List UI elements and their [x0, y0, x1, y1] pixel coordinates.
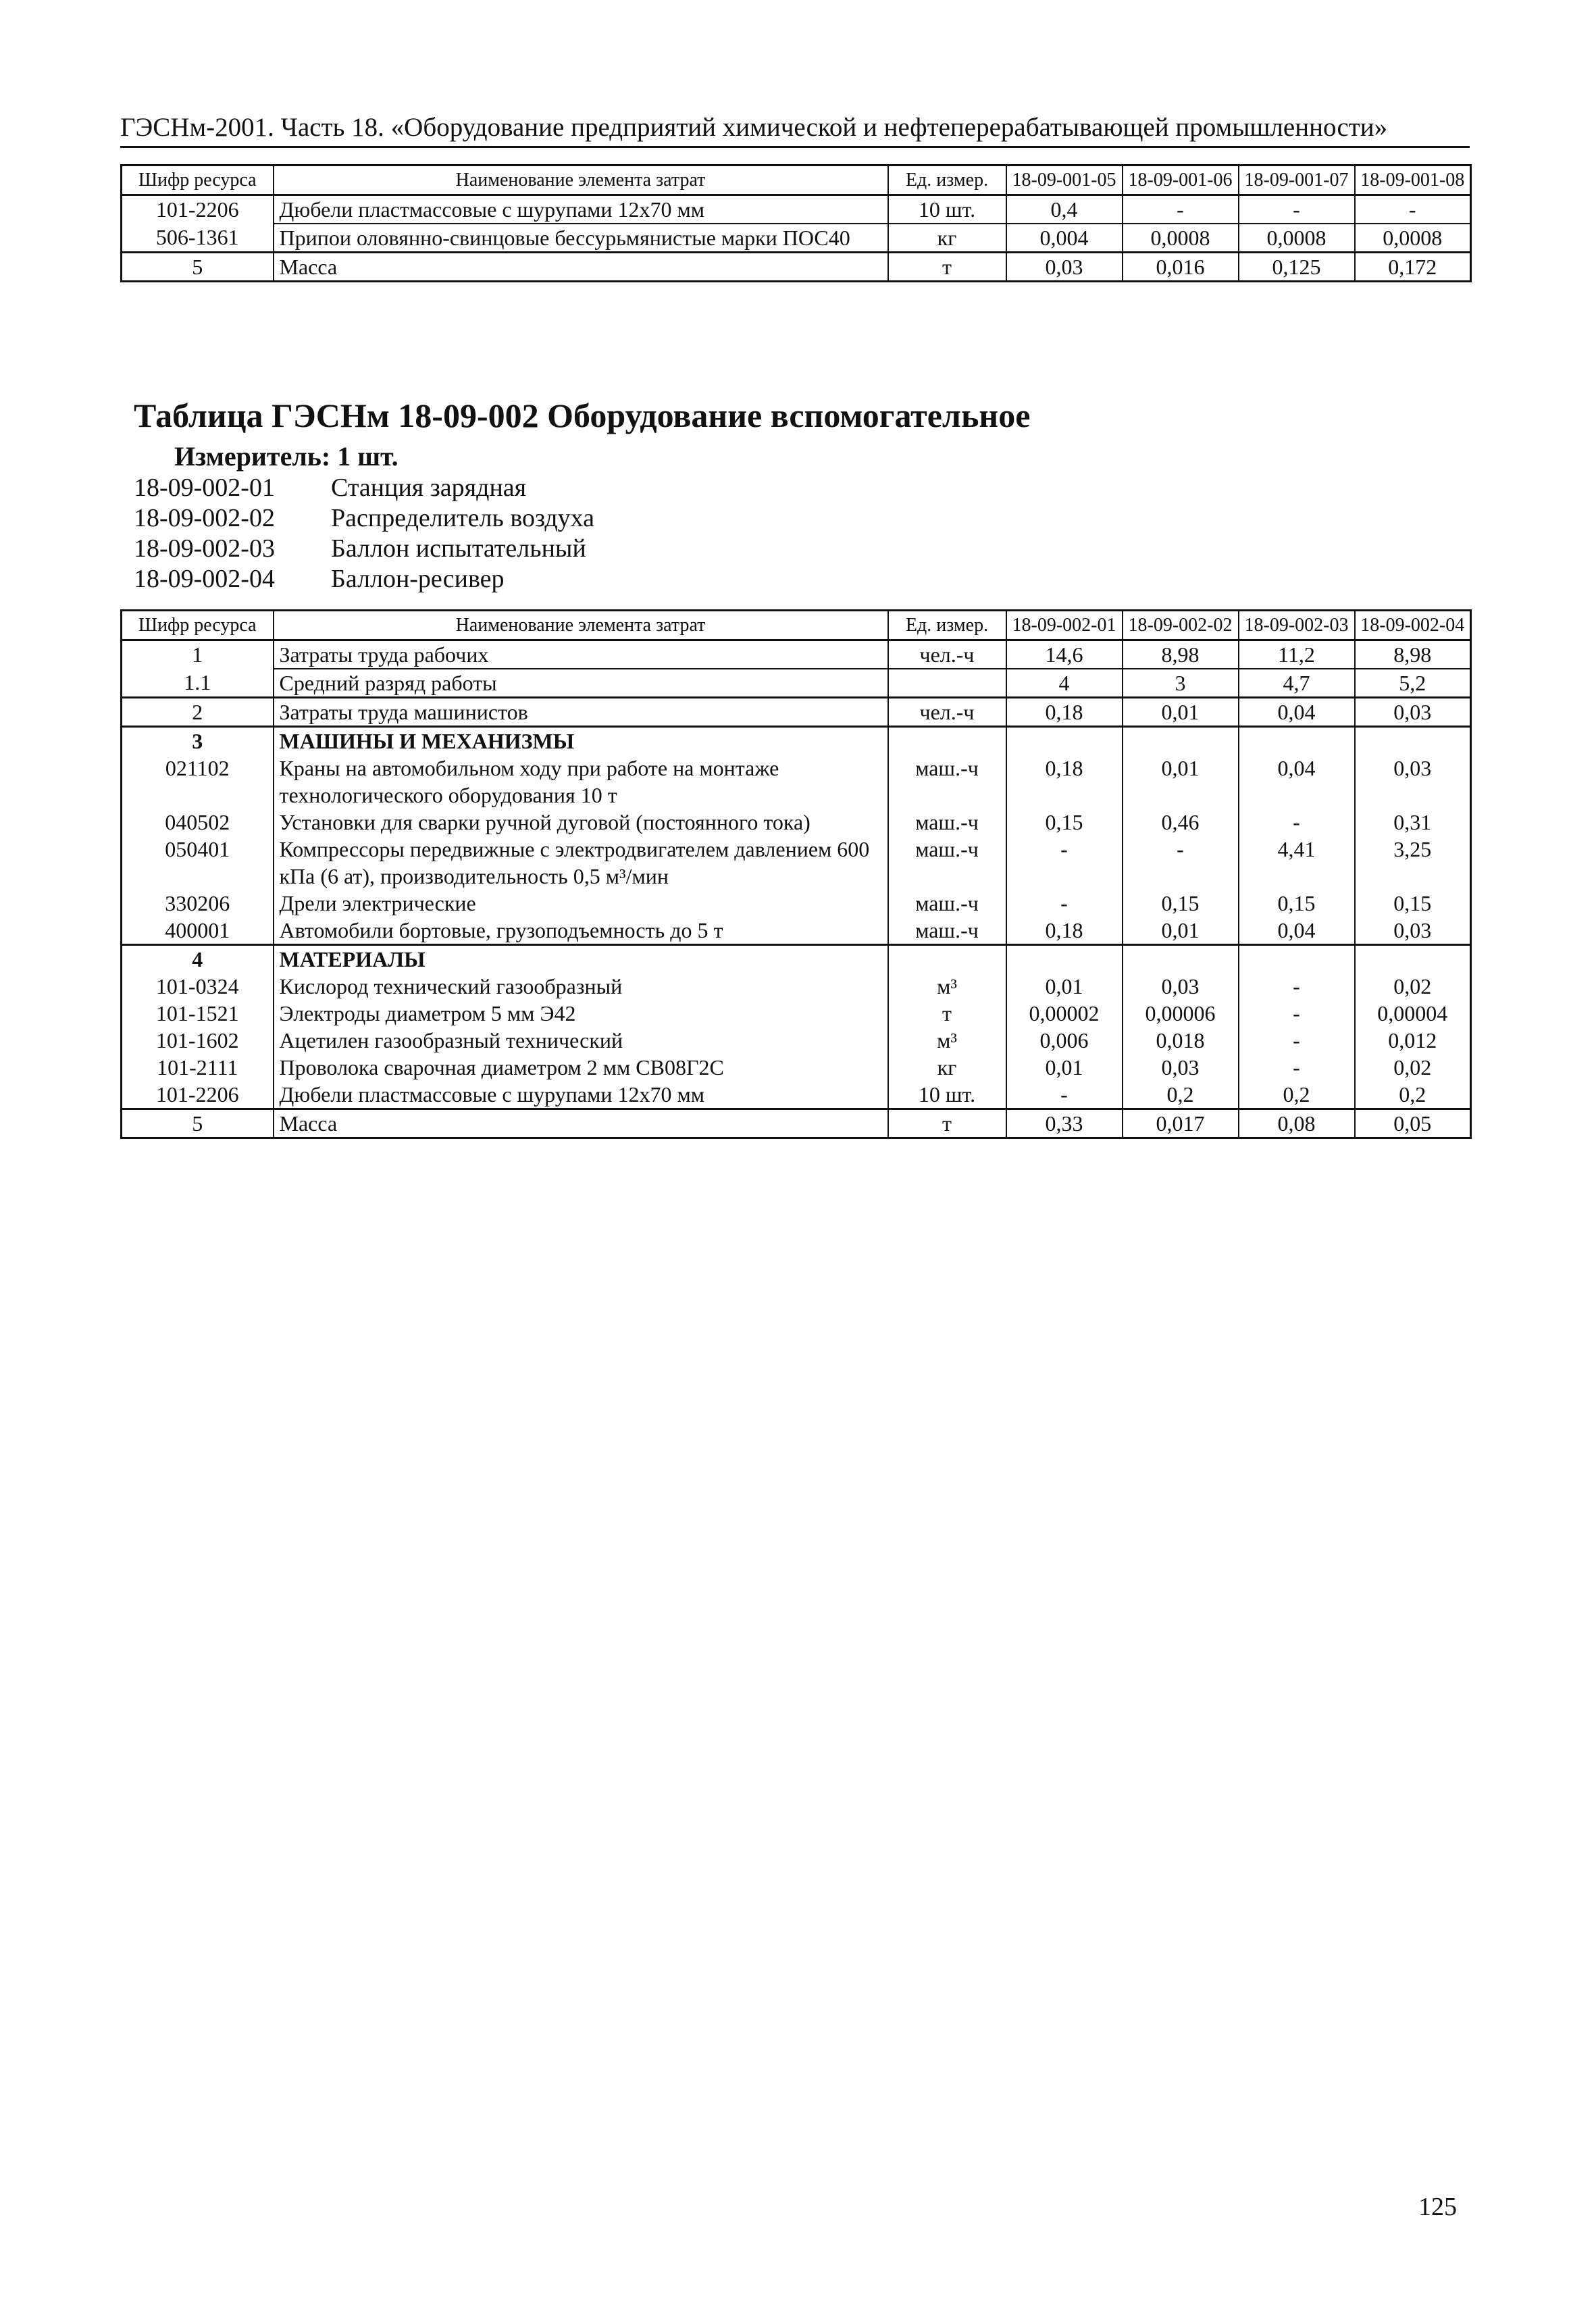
- norm-value: 0,00002: [1006, 1000, 1123, 1027]
- norm-value: 0,012: [1355, 1027, 1471, 1054]
- norm-value: -: [1239, 809, 1355, 836]
- norm-value: 0,01: [1006, 973, 1123, 1000]
- norm-value: 0,03: [1006, 253, 1123, 282]
- norm-value: 0,04: [1239, 755, 1355, 809]
- unit-of-measure: кг: [888, 224, 1006, 253]
- norm-value: 0,03: [1123, 1054, 1239, 1081]
- norm-value: 0,18: [1006, 698, 1123, 727]
- list-item: [134, 503, 594, 534]
- resource-code: 400001: [122, 917, 274, 945]
- norm-value: 0,01: [1006, 1054, 1123, 1081]
- table-row: [122, 755, 1471, 809]
- norm-value: 0,125: [1239, 253, 1355, 282]
- item-code: 18-09-002-03: [134, 534, 275, 563]
- list-item: [134, 564, 594, 594]
- unit-of-measure: т: [888, 1000, 1006, 1027]
- norm-value: 0,03: [1355, 917, 1471, 945]
- resource-code: 506-1361: [122, 224, 274, 253]
- norm-value: 0,15: [1123, 890, 1239, 917]
- resource-name: Электроды диаметром 5 мм Э42: [274, 1000, 888, 1027]
- norm-value: 8,98: [1355, 640, 1471, 669]
- page-number: 125: [1418, 2193, 1457, 2221]
- item-name: Баллон испытательный: [331, 534, 586, 563]
- table-row: [122, 253, 1471, 282]
- norm-value: 5,2: [1355, 669, 1471, 698]
- unit-of-measure: маш.-ч: [888, 917, 1006, 945]
- table-row: [122, 809, 1471, 836]
- norm-value: 0,15: [1006, 809, 1123, 836]
- unit-of-measure: [888, 727, 1006, 755]
- resource-name: Затраты труда рабочих: [274, 640, 888, 669]
- resource-code: 1.1: [122, 669, 274, 698]
- norm-value: 0,0008: [1355, 224, 1471, 253]
- norm-value: 0,04: [1239, 698, 1355, 727]
- unit-of-measure: маш.-ч: [888, 890, 1006, 917]
- norm-value: 0,0008: [1123, 224, 1239, 253]
- norm-value: 0,00006: [1123, 1000, 1239, 1027]
- column-header: 18-09-002-01: [1006, 611, 1123, 640]
- item-name: Станция зарядная: [331, 474, 527, 502]
- norm-value: 0,03: [1355, 755, 1471, 809]
- norm-value: 0,2: [1123, 1081, 1239, 1109]
- norm-value: -: [1239, 195, 1355, 224]
- norm-value: 0,2: [1355, 1081, 1471, 1109]
- norm-value: 14,6: [1006, 640, 1123, 669]
- norm-value: 4,7: [1239, 669, 1355, 698]
- norm-value: 4: [1006, 669, 1123, 698]
- norm-value: 0,33: [1006, 1109, 1123, 1138]
- table-row: [122, 1054, 1471, 1081]
- resource-code: 4: [122, 945, 274, 973]
- resource-name: Кислород технический газообразный: [274, 973, 888, 1000]
- resource-name: Средний разряд работы: [274, 669, 888, 698]
- resource-name: Компрессоры передвижные с электродвигателем давлением 600 кПа (6 ат), производительность 0,5 м³/мин: [274, 836, 888, 890]
- resource-code: 2: [122, 698, 274, 727]
- item-list: [134, 473, 594, 594]
- unit-of-measure: [888, 669, 1006, 698]
- column-header: 18-09-002-04: [1355, 611, 1471, 640]
- norm-value: 0,172: [1355, 253, 1471, 282]
- norm-value: 0,08: [1239, 1109, 1355, 1138]
- resource-name: Дрели электрические: [274, 890, 888, 917]
- section-title: Таблица ГЭСНм 18-09-002 Оборудование вспомогательное: [134, 397, 1031, 434]
- norm-value: [1355, 727, 1471, 755]
- resource-name: Проволока сварочная диаметром 2 мм СВ08Г2С: [274, 1054, 888, 1081]
- item-code: 18-09-002-04: [134, 565, 275, 593]
- norm-value: 0,01: [1123, 917, 1239, 945]
- item-code: 18-09-002-01: [134, 474, 275, 502]
- unit-of-measure: м³: [888, 973, 1006, 1000]
- unit-of-measure: чел.-ч: [888, 640, 1006, 669]
- unit-of-measure: т: [888, 1109, 1006, 1138]
- resource-code: 330206: [122, 890, 274, 917]
- norm-value: 0,03: [1123, 973, 1239, 1000]
- unit-of-measure: м³: [888, 1027, 1006, 1054]
- item-name: Распределитель воздуха: [331, 504, 595, 532]
- table-row: [122, 1027, 1471, 1054]
- norm-value: -: [1123, 836, 1239, 890]
- norm-value: 0,15: [1239, 890, 1355, 917]
- resource-code: 021102: [122, 755, 274, 809]
- norm-value: 0,016: [1123, 253, 1239, 282]
- norm-value: 4,41: [1239, 836, 1355, 890]
- norm-value: [1123, 727, 1239, 755]
- resource-code: 101-2206: [122, 1081, 274, 1109]
- list-item: [134, 534, 594, 564]
- norm-value: 0,15: [1355, 890, 1471, 917]
- norm-value: 3: [1123, 669, 1239, 698]
- table-row: [122, 224, 1471, 253]
- unit-of-measure: т: [888, 253, 1006, 282]
- table-row: [122, 727, 1471, 755]
- table-header-row: [122, 166, 1471, 195]
- unit-of-measure: 10 шт.: [888, 1081, 1006, 1109]
- column-header: Шифр ресурса: [122, 166, 274, 195]
- norm-value: 0,02: [1355, 973, 1471, 1000]
- column-header: 18-09-002-02: [1123, 611, 1239, 640]
- resource-code: 3: [122, 727, 274, 755]
- table-row: [122, 669, 1471, 698]
- table-row: [122, 973, 1471, 1000]
- norm-value: [1239, 945, 1355, 973]
- norm-value: 11,2: [1239, 640, 1355, 669]
- resource-table-continued: [120, 164, 1472, 282]
- resource-name: Дюбели пластмассовые с шурупами 12х70 мм: [274, 1081, 888, 1109]
- resource-name: Дюбели пластмассовые с шурупами 12х70 мм: [274, 195, 888, 224]
- resource-name: Автомобили бортовые, грузоподъемность до 5 т: [274, 917, 888, 945]
- norm-value: 3,25: [1355, 836, 1471, 890]
- column-header: Наименование элемента затрат: [274, 166, 888, 195]
- column-header: Шифр ресурса: [122, 611, 274, 640]
- column-header: Ед. измер.: [888, 611, 1006, 640]
- norm-value: 0,05: [1355, 1109, 1471, 1138]
- norm-value: -: [1123, 195, 1239, 224]
- norm-value: 0,0008: [1239, 224, 1355, 253]
- norm-value: 0,004: [1006, 224, 1123, 253]
- resource-code: 5: [122, 253, 274, 282]
- column-header: Наименование элемента затрат: [274, 611, 888, 640]
- resource-code: 1: [122, 640, 274, 669]
- resource-code: 101-2206: [122, 195, 274, 224]
- norm-value: 0,00004: [1355, 1000, 1471, 1027]
- item-name: Баллон-ресивер: [331, 565, 505, 593]
- norm-value: 0,4: [1006, 195, 1123, 224]
- column-header: 18-09-001-07: [1239, 166, 1355, 195]
- norm-value: [1006, 945, 1123, 973]
- unit-of-measure: 10 шт.: [888, 195, 1006, 224]
- norm-value: 0,31: [1355, 809, 1471, 836]
- resource-code: 050401: [122, 836, 274, 890]
- table-header-row: [122, 611, 1471, 640]
- norm-value: -: [1239, 1027, 1355, 1054]
- resource-name: Ацетилен газообразный технический: [274, 1027, 888, 1054]
- table-row: [122, 1109, 1471, 1138]
- resource-code: 101-0324: [122, 973, 274, 1000]
- norm-value: -: [1239, 1054, 1355, 1081]
- norm-value: 0,018: [1123, 1027, 1239, 1054]
- column-header: 18-09-002-03: [1239, 611, 1355, 640]
- item-code: 18-09-002-02: [134, 504, 275, 532]
- table-row: [122, 917, 1471, 945]
- norm-value: [1123, 945, 1239, 973]
- resource-name: МАТЕРИАЛЫ: [274, 945, 888, 973]
- norm-value: 0,18: [1006, 917, 1123, 945]
- resource-code: 101-1521: [122, 1000, 274, 1027]
- table-row: [122, 836, 1471, 890]
- norm-value: [1006, 727, 1123, 755]
- norm-value: -: [1006, 836, 1123, 890]
- table-row: [122, 640, 1471, 669]
- resource-name: МАШИНЫ И МЕХАНИЗМЫ: [274, 727, 888, 755]
- measure-unit: Измеритель: 1 шт.: [174, 441, 398, 472]
- unit-of-measure: маш.-ч: [888, 809, 1006, 836]
- norm-value: [1239, 727, 1355, 755]
- unit-of-measure: маш.-ч: [888, 755, 1006, 809]
- norm-value: 0,04: [1239, 917, 1355, 945]
- table-row: [122, 698, 1471, 727]
- norm-value: -: [1239, 973, 1355, 1000]
- norm-value: [1355, 945, 1471, 973]
- resource-code: 040502: [122, 809, 274, 836]
- resource-name: Затраты труда машинистов: [274, 698, 888, 727]
- table-row: [122, 945, 1471, 973]
- unit-of-measure: [888, 945, 1006, 973]
- column-header: Ед. измер.: [888, 166, 1006, 195]
- norm-value: -: [1006, 890, 1123, 917]
- resource-name: Припои оловянно-свинцовые бессурьмянистые марки ПОС40: [274, 224, 888, 253]
- table-row: [122, 195, 1471, 224]
- norm-value: 0,18: [1006, 755, 1123, 809]
- norm-value: 0,03: [1355, 698, 1471, 727]
- resource-name: Установки для сварки ручной дуговой (постоянного тока): [274, 809, 888, 836]
- resource-code: 5: [122, 1109, 274, 1138]
- column-header: 18-09-001-08: [1355, 166, 1471, 195]
- unit-of-measure: маш.-ч: [888, 836, 1006, 890]
- column-header: 18-09-001-05: [1006, 166, 1123, 195]
- norm-value: 8,98: [1123, 640, 1239, 669]
- norm-value: -: [1006, 1081, 1123, 1109]
- table-row: [122, 1081, 1471, 1109]
- resource-name: Масса: [274, 1109, 888, 1138]
- norm-value: 0,017: [1123, 1109, 1239, 1138]
- norm-value: 0,46: [1123, 809, 1239, 836]
- unit-of-measure: чел.-ч: [888, 698, 1006, 727]
- norm-value: 0,2: [1239, 1081, 1355, 1109]
- resource-table: [120, 609, 1472, 1139]
- norm-value: 0,006: [1006, 1027, 1123, 1054]
- norm-value: -: [1355, 195, 1471, 224]
- table-row: [122, 1000, 1471, 1027]
- table-row: [122, 890, 1471, 917]
- norm-value: 0,02: [1355, 1054, 1471, 1081]
- resource-code: 101-2111: [122, 1054, 274, 1081]
- resource-code: 101-1602: [122, 1027, 274, 1054]
- column-header: 18-09-001-06: [1123, 166, 1239, 195]
- list-item: [134, 473, 594, 503]
- page-header: ГЭСНм-2001. Часть 18. «Оборудование предприятий химической и нефтеперерабатывающей промышленности»: [120, 112, 1470, 148]
- norm-value: 0,01: [1123, 755, 1239, 809]
- unit-of-measure: кг: [888, 1054, 1006, 1081]
- norm-value: -: [1239, 1000, 1355, 1027]
- resource-name: Масса: [274, 253, 888, 282]
- resource-name: Краны на автомобильном ходу при работе на монтаже технологического оборудования 10 т: [274, 755, 888, 809]
- norm-value: 0,01: [1123, 698, 1239, 727]
